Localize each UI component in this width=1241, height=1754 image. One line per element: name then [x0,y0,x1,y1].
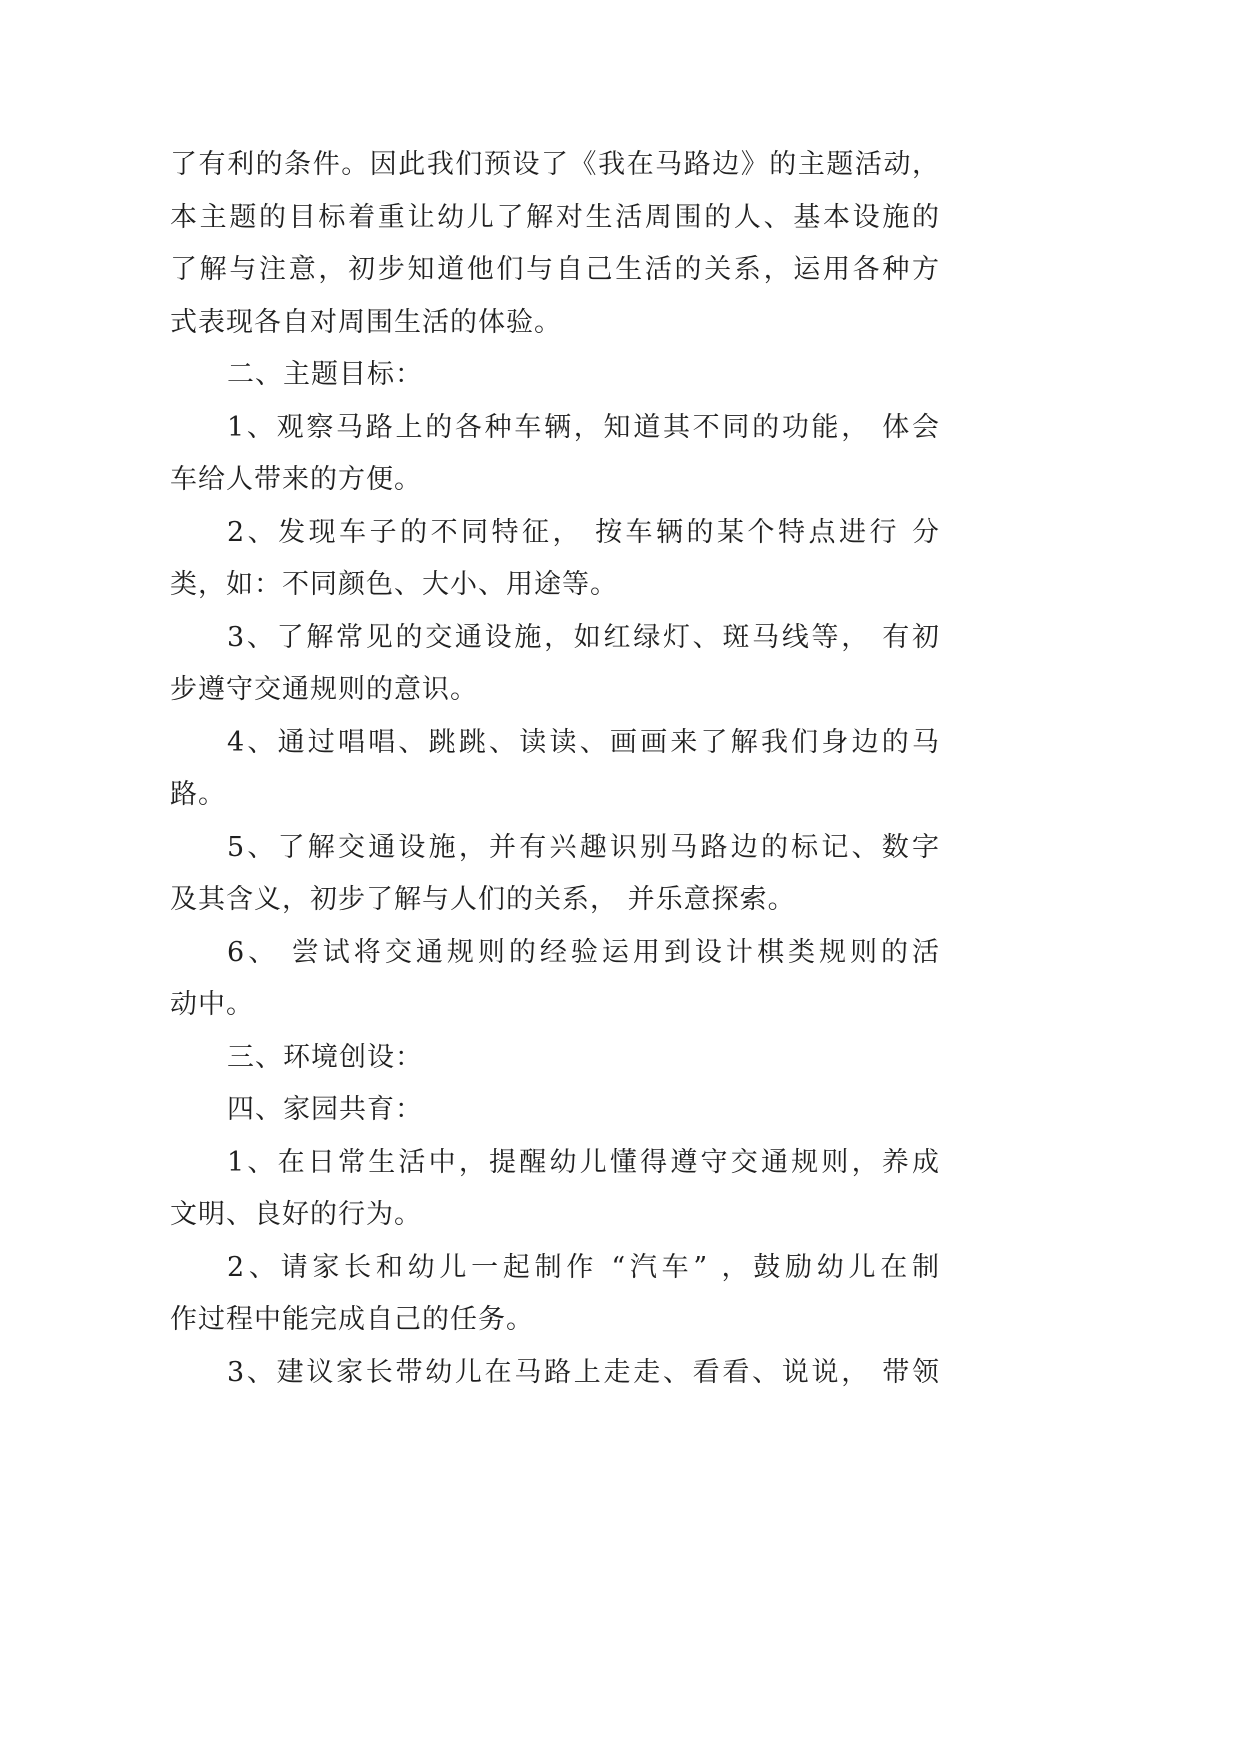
text-line: 路。 [170,779,226,810]
heading-text: 二、主题目标： [227,359,423,390]
text-line: 步遵守交通规则的意识。 [170,674,478,705]
section-heading-environment [170,1032,940,1085]
text-line: 及其含义，初步了解与人们的关系， 并乐意探索。 [170,884,796,915]
text-line: 3、了解常见的交通设施，如红绿灯、斑马线等， 有初 [227,621,940,653]
paragraph-intro-continuation [170,139,940,349]
list-item-goal-4 [170,717,940,822]
text-line: 了解与注意，初步知道他们与自己生活的关系，运用各种方 [170,254,940,285]
text-line: 车给人带来的方便。 [170,464,422,495]
text-line: 2、发现车子的不同特征， 按车辆的某个特点进行 分 [227,516,940,548]
list-item-home-3 [170,1347,940,1400]
text-line: 了有利的条件。因此我们预设了《我在马路边》的主题活动， [170,149,940,180]
text-line: 本主题的目标着重让幼儿了解对生活周围的人、基本设施的 [170,201,940,233]
text-line: 类，如：不同颜色、大小、用途等。 [170,569,618,600]
text-line: 动中。 [170,989,254,1020]
document-body [170,139,940,1399]
heading-text: 四、家园共育： [227,1094,423,1125]
list-item-goal-3 [170,612,940,717]
text-line: 作过程中能完成自己的任务。 [170,1304,534,1335]
section-heading-goals [170,349,940,402]
text-line: 式表现各自对周围生活的体验。 [170,306,562,338]
text-line: 1、观察马路上的各种车辆，知道其不同的功能， 体会 [227,411,940,443]
text-line: 5、了解交通设施，并有兴趣识别马路边的标记、数字 [227,831,940,863]
list-item-goal-2 [170,507,940,612]
list-item-goal-5 [170,822,940,927]
text-line: 3、建议家长带幼儿在马路上走走、看看、说说， 带领 [227,1356,940,1388]
list-item-goal-1 [170,402,940,507]
text-line: 文明、良好的行为。 [170,1199,422,1230]
list-item-home-2 [170,1242,940,1347]
heading-text: 三、环境创设： [227,1041,423,1073]
text-line: 6、 尝试将交通规则的经验运用到设计棋类规则的活 [227,936,940,968]
section-heading-home-school [170,1084,940,1137]
list-item-home-1 [170,1137,940,1242]
list-item-goal-6 [170,927,940,1032]
text-line: 1、在日常生活中，提醒幼儿懂得遵守交通规则，养成 [227,1146,940,1178]
text-line: 2、请家长和幼儿一起制作 “汽车” ，鼓励幼儿在制 [227,1251,940,1283]
text-line: 4、通过唱唱、跳跳、读读、画画来了解我们身边的马 [227,726,940,758]
